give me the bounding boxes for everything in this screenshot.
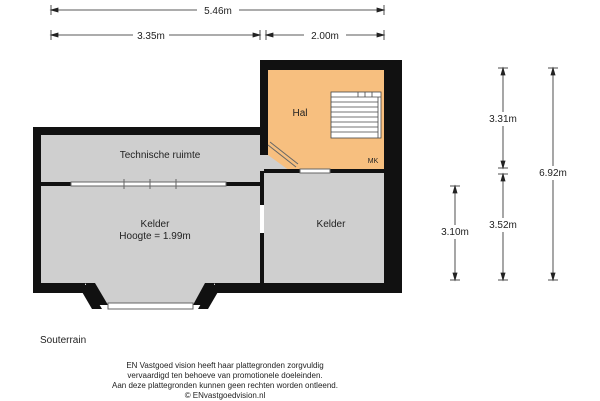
dim-left-width: 3.35m [137,31,165,42]
staircase [331,92,381,138]
dim-kelder-depth: 3.52m [489,220,517,231]
disclaimer-line: © ENvastgoedvision.nl [184,391,266,400]
dim-total-depth: 6.92m [539,168,567,179]
kelder-right-label: Kelder [316,219,346,230]
dim-hal-depth: 3.31m [489,114,517,125]
disclaimer [0,361,450,401]
kelder-left-label: Kelder [140,219,170,230]
floor-label: Souterrain [40,335,87,346]
hal-label: Hal [292,108,308,119]
dim-right-width: 2.00m [311,31,339,42]
mk-label: MK [367,158,379,165]
disclaimer-line: EN Vastgoed vision heeft haar plattegronden zorgvuldig [126,361,324,370]
technische-ruimte-label: Technische ruimte [119,150,201,161]
disclaimer-line: Aan deze plattegronden kunnen geen rechten worden ontleend. [112,381,338,390]
disclaimer-line: vervaardigd ten behoeve van promotionele doeleinden. [127,371,323,380]
kelder-left-height: Hoogte = 1.99m [119,231,191,242]
dim-left-depth: 3.10m [441,227,469,238]
dim-total-width: 5.46m [204,6,232,17]
